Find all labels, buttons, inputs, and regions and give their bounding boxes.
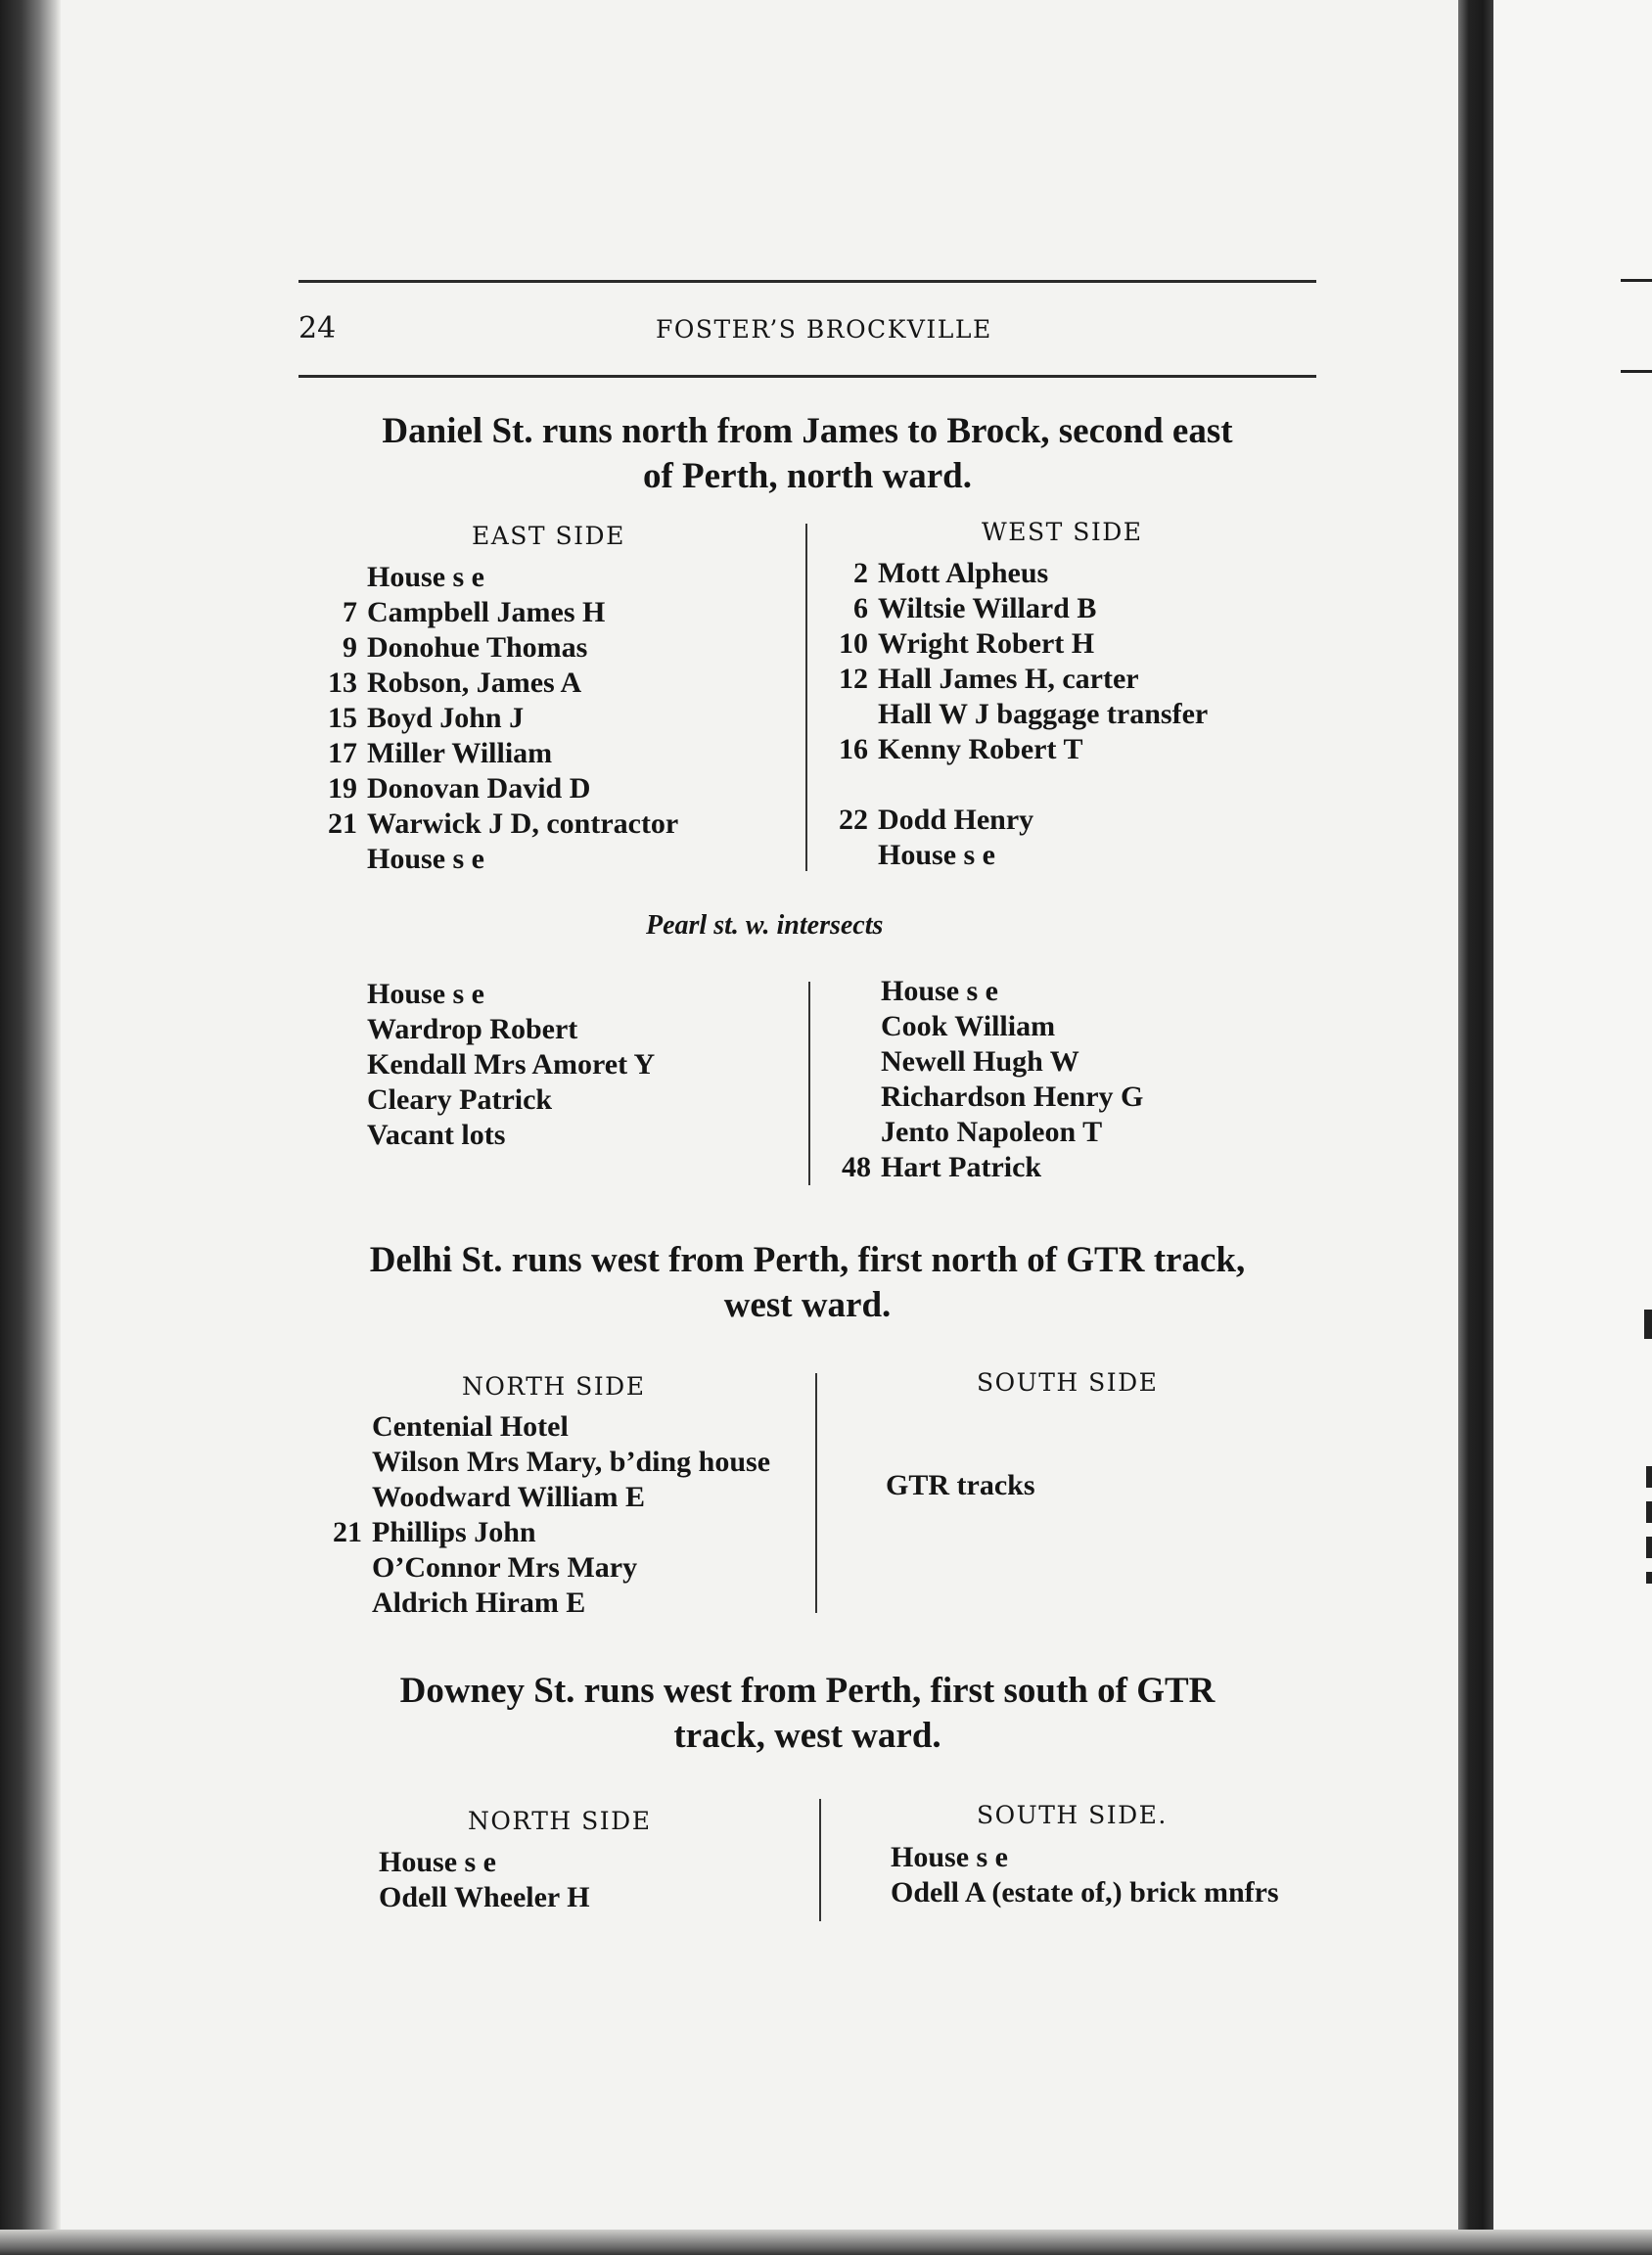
downey-street-heading (284, 1669, 1331, 1759)
daniel-heading-line-2: of Perth, north ward. (642, 456, 973, 496)
delhi-street-heading (284, 1238, 1331, 1328)
resident-name: Woodward William E (372, 1481, 645, 1513)
running-title: FOSTER’S BROCKVILLE (656, 315, 992, 344)
house-number: 6 (853, 592, 868, 624)
page-number: 24 (298, 311, 337, 345)
resident-name: Hart Patrick (881, 1151, 1042, 1183)
resident-name: Newell Hugh W (881, 1045, 1079, 1078)
resident-name: House s e (367, 561, 484, 593)
column-divider (815, 1373, 817, 1613)
resident-name: Boyd John J (367, 702, 525, 734)
directory-entry (367, 1012, 655, 1047)
house-number: 13 (328, 667, 357, 699)
directory-entry (328, 806, 679, 842)
resident-name: Aldrich Hiram E (372, 1587, 586, 1619)
resident-name: House s e (891, 1841, 1008, 1873)
house-number: 19 (328, 772, 357, 805)
directory-entry (878, 838, 1208, 873)
directory-entry (343, 595, 678, 630)
directory-entry (367, 560, 678, 595)
resident-name: Richardson Henry G (881, 1081, 1144, 1113)
directory-entry (842, 1150, 1143, 1185)
scan-bottom-edge (0, 2230, 1652, 2255)
house-number: 12 (839, 663, 868, 695)
resident-name: House s e (367, 843, 484, 875)
directory-entry (367, 1082, 655, 1118)
intersection-note: Pearl st. w. intersects (646, 910, 884, 941)
house-number: 15 (328, 702, 357, 734)
directory-entry (379, 1845, 590, 1880)
directory-entry (886, 1468, 1035, 1503)
west-side-list-lower (842, 974, 1144, 1185)
delhi-heading-line-1: Delhi St. runs west from Perth, first north of GTR track, (369, 1240, 1246, 1280)
directory-entry (839, 626, 1208, 662)
resident-name: House s e (379, 1846, 496, 1878)
directory-entry (372, 1480, 770, 1515)
resident-name: Wardrop Robert (367, 1013, 578, 1045)
directory-entry (878, 697, 1208, 732)
facing-page-mark (1644, 1310, 1652, 1339)
downey-heading-line-2: track, west ward. (673, 1716, 941, 1756)
resident-name: Jento Napoleon T (881, 1116, 1103, 1148)
west-side-list (839, 556, 1209, 873)
west-side-label: WEST SIDE (982, 518, 1143, 546)
east-side-list (328, 560, 679, 877)
resident-name: Odell A (estate of,) brick mnfrs (891, 1876, 1279, 1909)
east-side-label: EAST SIDE (472, 522, 625, 550)
resident-name: Cleary Patrick (367, 1083, 553, 1116)
directory-entry (878, 767, 1208, 803)
directory-entry (379, 1880, 590, 1915)
header-bottom-rule (298, 375, 1316, 378)
facing-page-mark (1621, 370, 1652, 373)
directory-entry (328, 701, 678, 736)
house-number: 22 (839, 804, 868, 836)
directory-entry (333, 1515, 770, 1550)
house-number: 16 (839, 733, 868, 765)
directory-entry (367, 977, 655, 1012)
resident-name: Robson, James A (367, 667, 582, 699)
directory-entry (881, 974, 1143, 1009)
resident-name: Warwick J D, contractor (367, 807, 679, 840)
house-number: 7 (343, 596, 357, 628)
resident-name: Phillips John (372, 1516, 536, 1548)
daniel-heading-line-1: Daniel St. runs north from James to Brock, second east (382, 411, 1233, 451)
resident-name: Donovan David D (367, 772, 591, 805)
house-number: 17 (328, 737, 357, 769)
directory-entry (372, 1409, 770, 1445)
resident-name: Wiltsie Willard B (878, 592, 1097, 624)
directory-entry (328, 736, 678, 771)
resident-name: Hall James H, carter (878, 663, 1139, 695)
directory-entry (367, 842, 678, 877)
directory-entry (328, 666, 678, 701)
south-side-label: SOUTH SIDE. (977, 1801, 1168, 1829)
house-number: 2 (853, 557, 868, 589)
directory-entry (853, 591, 1208, 626)
resident-name: GTR tracks (886, 1469, 1035, 1501)
house-number: 21 (328, 807, 357, 840)
resident-name: Wilson Mrs Mary, b’ding house (372, 1446, 771, 1478)
column-divider (819, 1799, 821, 1921)
north-side-label: NORTH SIDE (468, 1807, 652, 1835)
facing-page-edge (1493, 0, 1652, 2255)
east-side-list-lower (367, 977, 655, 1153)
south-side-label: SOUTH SIDE (977, 1368, 1159, 1397)
resident-name: Miller William (367, 737, 553, 769)
facing-page-mark (1646, 1466, 1652, 1584)
downey-heading-line-1: Downey St. runs west from Perth, first south of GTR (399, 1671, 1216, 1711)
directory-entry (891, 1840, 1279, 1875)
directory-entry (367, 1047, 655, 1082)
house-number: 48 (842, 1151, 871, 1183)
directory-entry (372, 1445, 770, 1480)
resident-name: Centenial Hotel (372, 1410, 569, 1443)
directory-entry (343, 630, 678, 666)
resident-name: Kendall Mrs Amoret Y (367, 1048, 656, 1081)
resident-name: Cook William (881, 1010, 1056, 1042)
resident-name: Hall W J baggage transfer (878, 698, 1209, 730)
resident-name: Kenny Robert T (878, 733, 1083, 765)
resident-name: O’Connor Mrs Mary (372, 1551, 638, 1584)
directory-entry (372, 1586, 770, 1621)
resident-name: Dodd Henry (878, 804, 1034, 836)
resident-name: Campbell James H (367, 596, 606, 628)
house-number: 9 (343, 631, 357, 664)
scan-left-edge (0, 0, 61, 2255)
top-rule (298, 280, 1316, 283)
directory-entry (881, 1044, 1143, 1080)
directory-entry (853, 556, 1208, 591)
column-divider (805, 524, 807, 871)
directory-entry (839, 803, 1208, 838)
facing-page-mark (1621, 279, 1652, 282)
directory-entry (891, 1875, 1279, 1910)
resident-name: Vacant lots (367, 1119, 506, 1151)
column-divider (808, 982, 810, 1185)
north-side-label: NORTH SIDE (462, 1372, 646, 1401)
directory-entry (881, 1009, 1143, 1044)
resident-name: House s e (881, 975, 998, 1007)
resident-name: House s e (367, 978, 484, 1010)
resident-name: House s e (878, 839, 995, 871)
north-side-list (333, 1409, 771, 1621)
directory-entry (367, 1118, 655, 1153)
daniel-street-heading (284, 409, 1331, 499)
directory-entry (881, 1115, 1143, 1150)
resident-name: Mott Alpheus (878, 557, 1049, 589)
house-number: 21 (333, 1516, 362, 1548)
directory-entry (839, 732, 1208, 767)
resident-name: Wright Robert H (878, 627, 1095, 660)
directory-entry (372, 1550, 770, 1586)
south-side-list (891, 1840, 1279, 1910)
directory-entry (881, 1080, 1143, 1115)
directory-entry (328, 771, 678, 806)
delhi-heading-line-2: west ward. (723, 1285, 892, 1325)
house-number: 10 (839, 627, 868, 660)
directory-entry (839, 662, 1208, 697)
north-side-list (379, 1845, 590, 1915)
book-spine (1458, 0, 1493, 2255)
south-side-list (886, 1468, 1035, 1503)
resident-name: Donohue Thomas (367, 631, 588, 664)
resident-name: Odell Wheeler H (379, 1881, 590, 1913)
